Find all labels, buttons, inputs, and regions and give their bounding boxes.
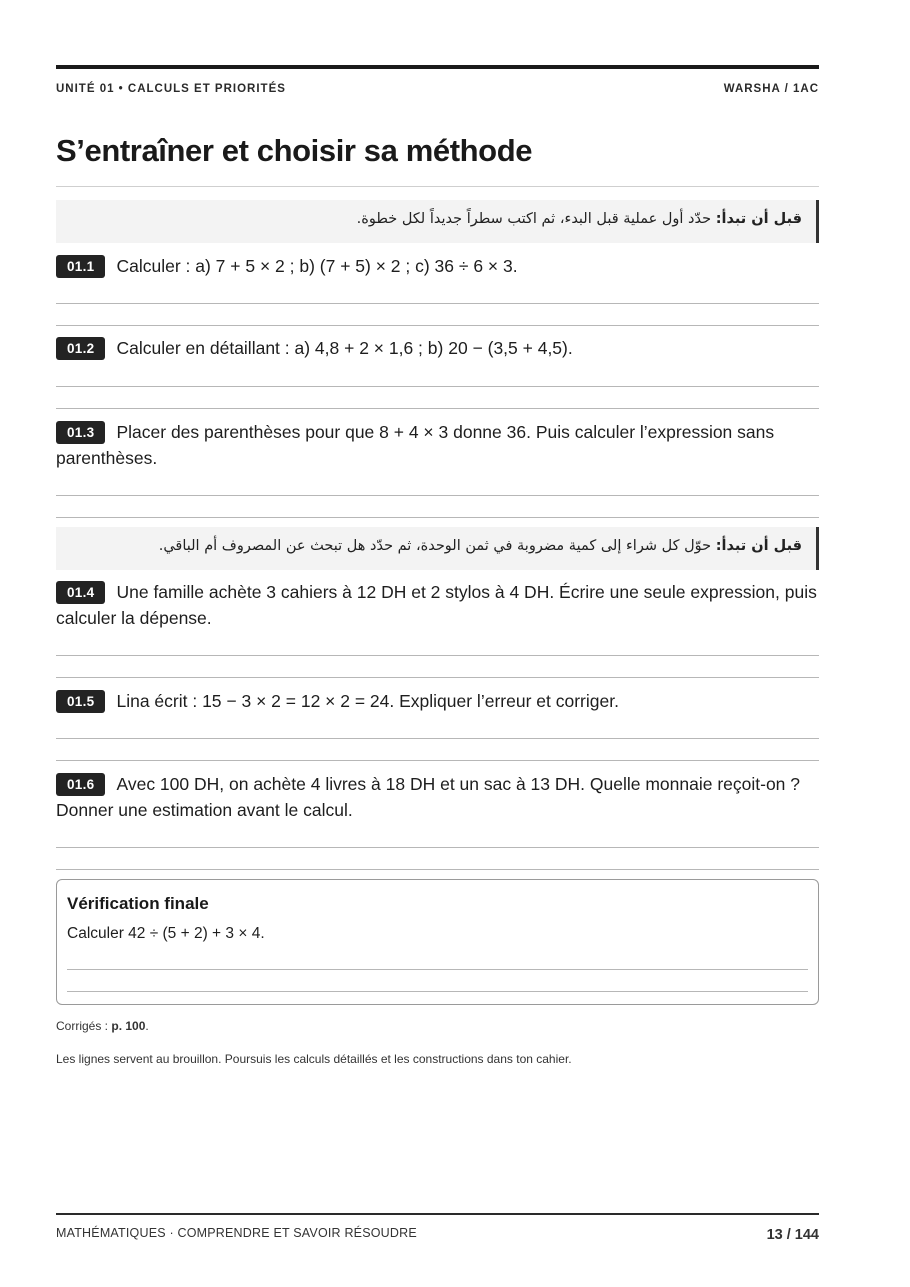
tip-text: حوّل كل شراء إلى كمية مضروبة في ثمن الوحدة، ثم حدّد هل تبحث عن المصروف أم الباقي.: [158, 538, 716, 554]
top-rule: [56, 65, 819, 69]
exercise-number-badge: 01.2: [56, 337, 105, 360]
publisher-label: WARSHA / 1AC: [723, 83, 819, 95]
writing-line: [56, 760, 819, 761]
tip-label: قبل أن تبدأ:: [715, 211, 802, 227]
tip-label: قبل أن تبدأ:: [715, 538, 802, 554]
tip-box-2: [56, 527, 819, 570]
tip-box-1: [56, 200, 819, 243]
writing-line: [56, 869, 819, 870]
writing-line: [56, 495, 819, 496]
corriges-page: p. 100: [111, 1019, 146, 1033]
exercise-01-4: [56, 579, 819, 631]
writing-line: [56, 655, 819, 656]
running-head: [56, 83, 819, 97]
exercise-01-5: [56, 688, 819, 714]
writing-line: [56, 517, 819, 518]
exercise-text: Avec 100 DH, on achète 4 livres à 18 DH et un sac à 13 DH. Quelle monnaie reçoit-on ? Donner une estimation avant le calcul.: [56, 774, 801, 820]
page-number: 13 / 144: [766, 1227, 819, 1243]
corriges-reference: [56, 1019, 149, 1033]
exercise-01-1: [56, 253, 819, 279]
writing-line: [56, 847, 819, 848]
exercise-text: Une famille achète 3 cahiers à 12 DH et 2 stylos à 4 DH. Écrire une seule expression, puis calculer la dépense.: [56, 582, 817, 628]
page: [56, 0, 819, 1287]
final-check-box: [56, 879, 819, 1005]
exercise-text: Calculer en détaillant : a) 4,8 + 2 × 1,6 ; b) 20 − (3,5 + 4,5).: [116, 338, 573, 358]
exercise-number-badge: 01.3: [56, 421, 105, 444]
final-check-text: Calculer 42 ÷ (5 + 2) + 3 × 4.: [67, 925, 265, 942]
exercise-text: Calculer : a) 7 + 5 × 2 ; b) (7 + 5) × 2 ; c) 36 ÷ 6 × 3.: [116, 256, 518, 276]
writing-line: [67, 991, 808, 992]
draft-note: Les lignes servent au brouillon. Poursuis les calculs détaillés et les constructions dans ton cahier.: [56, 1052, 572, 1066]
corriges-suffix: .: [145, 1019, 149, 1033]
final-check-title: Vérification finale: [67, 894, 209, 913]
exercise-number-badge: 01.6: [56, 773, 105, 796]
exercise-number-badge: 01.4: [56, 581, 105, 604]
bottom-rule: [56, 1213, 819, 1215]
writing-line: [56, 325, 819, 326]
footer-book-title: MATHÉMATIQUES · COMPRENDRE ET SAVOIR RÉSOUDRE: [56, 1226, 417, 1240]
unit-label: UNITÉ 01 • CALCULS ET PRIORITÉS: [56, 83, 286, 95]
writing-line: [56, 677, 819, 678]
exercise-number-badge: 01.5: [56, 690, 105, 713]
writing-line: [56, 303, 819, 304]
exercise-01-6: [56, 771, 819, 823]
writing-line: [56, 386, 819, 387]
exercise-01-2: [56, 335, 819, 361]
tip-text: حدّد أول عملية قبل البدء، ثم اكتب سطراً جديداً لكل خطوة.: [356, 211, 716, 227]
exercise-text: Lina écrit : 15 − 3 × 2 = 12 × 2 = 24. Expliquer l’erreur et corriger.: [116, 691, 619, 711]
writing-line: [56, 408, 819, 409]
writing-line: [67, 969, 808, 970]
writing-line: [56, 738, 819, 739]
title-rule: [56, 186, 819, 187]
exercise-text: Placer des parenthèses pour que 8 + 4 × 3 donne 36. Puis calculer l’expression sans parenthèses.: [56, 422, 775, 468]
exercise-01-3: [56, 419, 819, 471]
corriges-label: Corrigés :: [56, 1019, 112, 1033]
exercise-number-badge: 01.1: [56, 255, 105, 278]
page-title: S’entraîner et choisir sa méthode: [56, 133, 533, 168]
